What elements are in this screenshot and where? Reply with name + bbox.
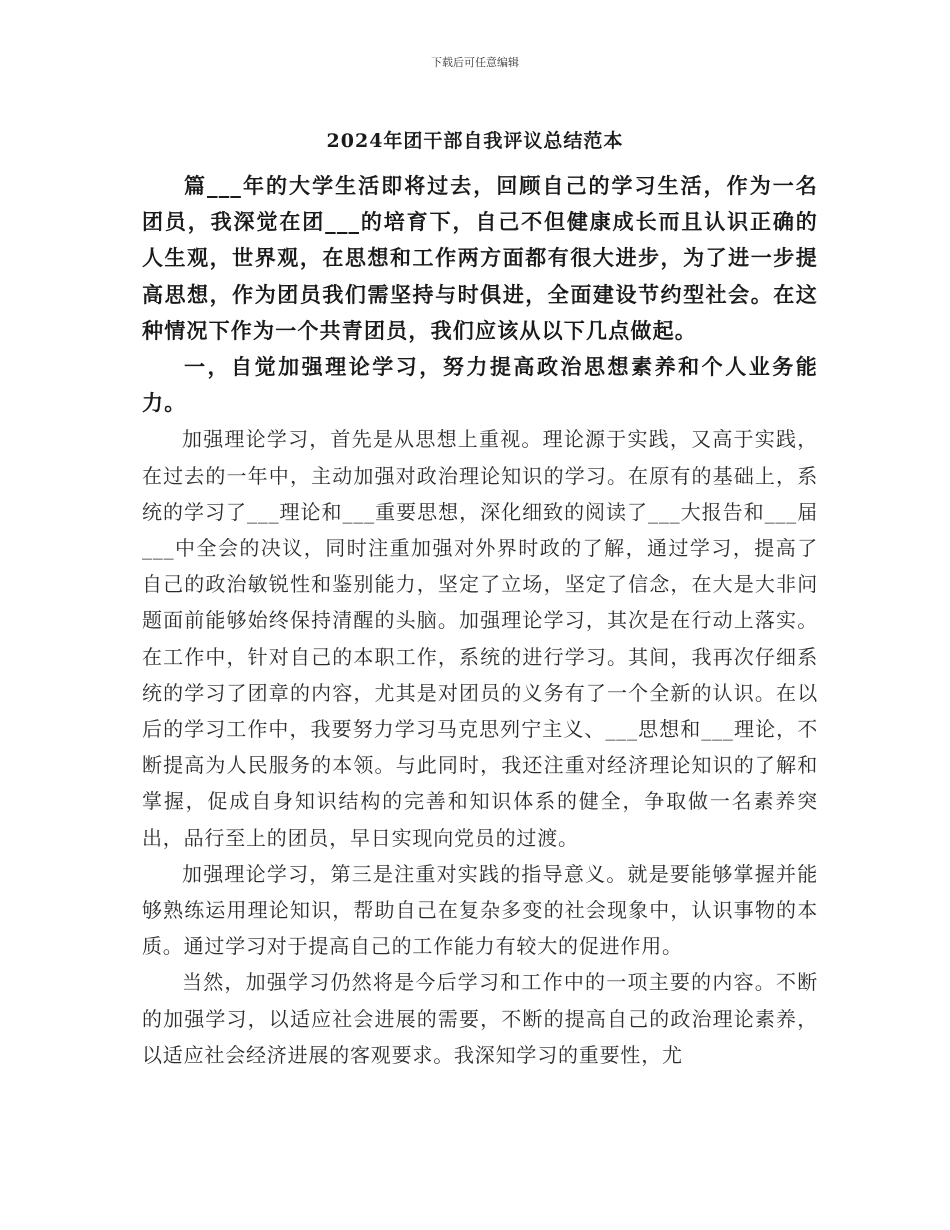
page-header-note: 下载后可任意编辑 (431, 56, 519, 69)
document-body (142, 168, 818, 1073)
body-paragraph-1: 加强理论学习，首先是从思想上重视。理论源于实践，又高于实践，在过去的一年中，主动加强对政治理论知识的学习。在原有的基础上，系统的学习了___理论和___重要思想，深化细致的阅读了___大报告和___届___中全会的决议，同时注重加强对外界时政的了解，通过学习，提高了自己的政治敏锐性和鉴别能力，坚定了立场，坚定了信念，在大是大非问题面前能够始终保持清醒的头脑。加强理论学习，其次是在行动上落实。在工作中，针对自己的本职工作，系统的进行学习。其间，我再次仔细系统的学习了团章的内容，尤其是对团员的义务有了一个全新的认识。在以后的学习工作中，我要努力学习马克思列宁主义、___思想和___理论，不断提高为人民服务的本领。与此同时，我还注重对经济理论知识的了解和掌握，促成自身知识结构的完善和知识体系的健全，争取做一名素养突出，品行至上的团员，早日实现向党员的过渡。 (142, 427, 818, 850)
body-paragraph-2: 加强理论学习，第三是注重对实践的指导意义。就是要能够掌握并能够熟练运用理论知识，帮助自己在复杂多变的社会现象中，认识事物的本质。通过学习对于提高自己的工作能力有较大的促进作用。 (142, 861, 818, 959)
section-heading-1: 一，自觉加强理论学习，努力提高政治思想素养和个人业务能力。 (142, 354, 818, 416)
intro-paragraph: 篇___年的大学生活即将过去，回顾自己的学习生活，作为一名团员，我深觉在团___的培育下，自己不但健康成长而且认识正确的人生观，世界观，在思想和工作两方面都有很大进步，为了进一步提高思想，作为团员我们需坚持与时俱进，全面建设节约型社会。在这种情况下作为一个共青团员，我们应该从以下几点做起。 (142, 173, 818, 343)
document-title: 2024年团干部自我评议总结范本 (326, 130, 624, 152)
body-paragraph-3: 当然，加强学习仍然将是今后学习和工作中的一项主要的内容。不断的加强学习，以适应社会进展的需要，不断的提高自己的政治理论素养，以适应社会经济进展的客观要求。我深知学习的重要性，尤 (142, 970, 818, 1067)
